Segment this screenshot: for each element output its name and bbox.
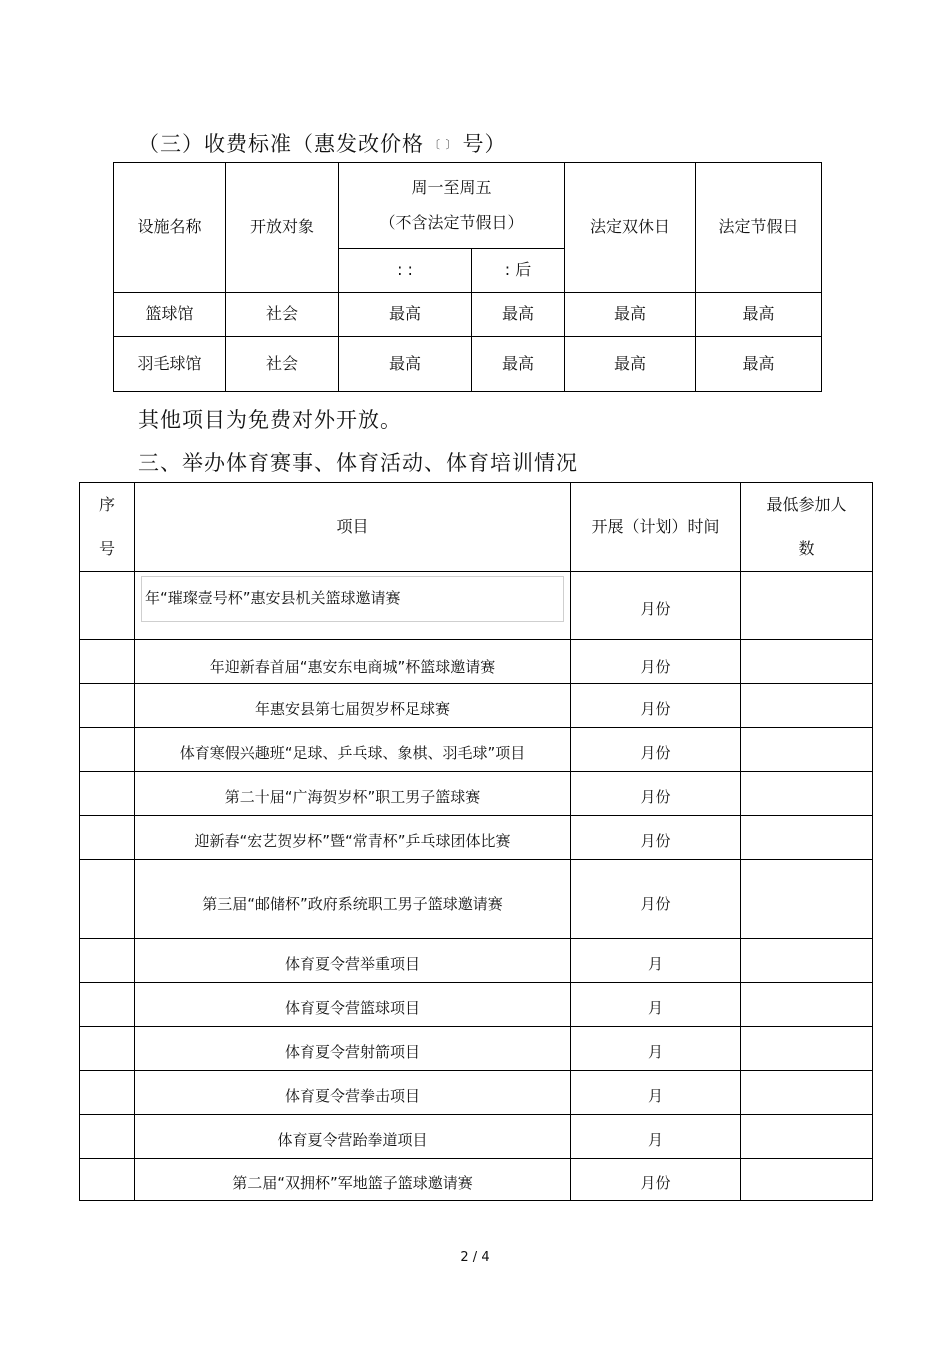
fee-facility: 羽毛球馆 [114, 337, 226, 392]
min-cell [741, 816, 873, 860]
min-cell [741, 1115, 873, 1159]
fee-audience: 社会 [226, 337, 339, 392]
fee-weekday-evening: 最高 [472, 337, 565, 392]
seq-cell [80, 572, 135, 640]
fee-heading-bracket: 〔 〕 [429, 138, 458, 151]
header-weekday-line1: 周一至周五 [411, 177, 492, 197]
time-cell: 月份 [571, 640, 741, 684]
table-row [80, 939, 873, 983]
project-cell: 体育夏令营跆拳道项目 [135, 1115, 571, 1159]
time-cell: 月份 [571, 1159, 741, 1201]
seq-cell [80, 1071, 135, 1115]
table-row [80, 816, 873, 860]
min-cell [741, 728, 873, 772]
project-cell: 年惠安县第七届贺岁杯足球赛 [135, 684, 571, 728]
min-cell [741, 1027, 873, 1071]
seq-cell [80, 728, 135, 772]
free-note: 其他项目为免费对外开放。 [138, 408, 402, 432]
min-cell [741, 572, 873, 640]
seq-cell [80, 816, 135, 860]
fee-row-badminton [114, 337, 822, 392]
min-cell [741, 1159, 873, 1201]
events-header-row [80, 483, 873, 572]
time-cell: 月 [571, 1115, 741, 1159]
header-holiday: 法定节假日 [696, 163, 822, 293]
table-row [80, 572, 873, 640]
header-min-line2: 数 [798, 539, 815, 558]
table-row [80, 983, 873, 1027]
header-audience: 开放对象 [226, 163, 339, 293]
table-row [80, 684, 873, 728]
header-project: 项目 [135, 483, 571, 572]
header-facility: 设施名称 [114, 163, 226, 293]
seq-cell [80, 983, 135, 1027]
seq-cell [80, 939, 135, 983]
time-cell: 月份 [571, 816, 741, 860]
fee-table [113, 162, 822, 392]
seq-cell [80, 1115, 135, 1159]
fee-weekday-day: 最高 [339, 293, 472, 337]
fee-audience: 社会 [226, 293, 339, 337]
min-cell [741, 983, 873, 1027]
header-seq-line2: 号 [98, 539, 115, 558]
seq-cell [80, 1027, 135, 1071]
project-cell: 体育夏令营举重项目 [135, 939, 571, 983]
table-row [80, 1159, 873, 1201]
header-seq-line1: 序 [98, 495, 115, 514]
min-cell [741, 939, 873, 983]
project-cell: 迎新春“宏艺贺岁杯”暨“常青杯”乒乓球团体比赛 [135, 816, 571, 860]
table-row [80, 640, 873, 684]
fee-holiday: 最高 [696, 293, 822, 337]
fee-holiday: 最高 [696, 337, 822, 392]
fee-standard-heading [138, 128, 507, 158]
fee-weekend: 最高 [565, 337, 696, 392]
table-row [80, 728, 873, 772]
time-cell: 月 [571, 1071, 741, 1115]
fee-facility: 篮球馆 [114, 293, 226, 337]
header-weekday-line2: （不含法定节假日） [379, 212, 524, 232]
project-cell: 体育夏令营篮球项目 [135, 983, 571, 1027]
seq-cell [80, 860, 135, 939]
table-row [80, 772, 873, 816]
time-cell: 月份 [571, 772, 741, 816]
header-time: 开展（计划）时间 [571, 483, 741, 572]
table-row [80, 1027, 873, 1071]
seq-cell [80, 1159, 135, 1201]
table-row [80, 1115, 873, 1159]
header-weekday-sub1: : : [339, 249, 472, 293]
seq-cell [80, 684, 135, 728]
header-min-participants [741, 483, 873, 572]
project-cell [135, 572, 571, 640]
time-cell: 月 [571, 1027, 741, 1071]
fee-weekday-day: 最高 [339, 337, 472, 392]
min-cell [741, 772, 873, 816]
fee-row-basketball [114, 293, 822, 337]
table-row [80, 860, 873, 939]
section-three-title: 三、举办体育赛事、体育活动、体育培训情况 [138, 451, 578, 475]
seq-cell [80, 640, 135, 684]
min-cell [741, 684, 873, 728]
min-cell [741, 1071, 873, 1115]
min-cell [741, 640, 873, 684]
project-cell: 年迎新春首届“惠安东电商城”杯篮球邀请赛 [135, 640, 571, 684]
project-cell: 体育夏令营拳击项目 [135, 1071, 571, 1115]
project-cell: 体育夏令营射箭项目 [135, 1027, 571, 1071]
time-cell: 月 [571, 983, 741, 1027]
time-cell: 月 [571, 939, 741, 983]
time-cell: 月份 [571, 572, 741, 640]
page-number: 2 / 4 [460, 1250, 490, 1265]
events-table [79, 482, 873, 1201]
header-weekend: 法定双休日 [565, 163, 696, 293]
header-weekday-sub2: : 后 [472, 249, 565, 293]
min-cell [741, 860, 873, 939]
header-seq [80, 483, 135, 572]
project-text-box: 年“璀璨壹号杯”惠安县机关篮球邀请赛 [141, 576, 564, 622]
project-cell: 第二届“双拥杯”军地篮子篮球邀请赛 [135, 1159, 571, 1201]
time-cell: 月份 [571, 860, 741, 939]
fee-heading-prefix: （三）收费标准（惠发改价格 [138, 132, 424, 156]
header-weekday [339, 163, 565, 249]
table-row [80, 1071, 873, 1115]
seq-cell [80, 772, 135, 816]
time-cell: 月份 [571, 684, 741, 728]
project-cell: 第二十届“广海贺岁杯”职工男子篮球赛 [135, 772, 571, 816]
time-cell: 月份 [571, 728, 741, 772]
project-cell: 第三届“邮储杯”政府系统职工男子篮球邀请赛 [135, 860, 571, 939]
header-min-line1: 最低参加人 [766, 495, 847, 514]
fee-weekend: 最高 [565, 293, 696, 337]
project-cell: 体育寒假兴趣班“足球、乒乓球、象棋、羽毛球”项目 [135, 728, 571, 772]
fee-heading-suffix: 号） [462, 132, 507, 156]
fee-weekday-evening: 最高 [472, 293, 565, 337]
